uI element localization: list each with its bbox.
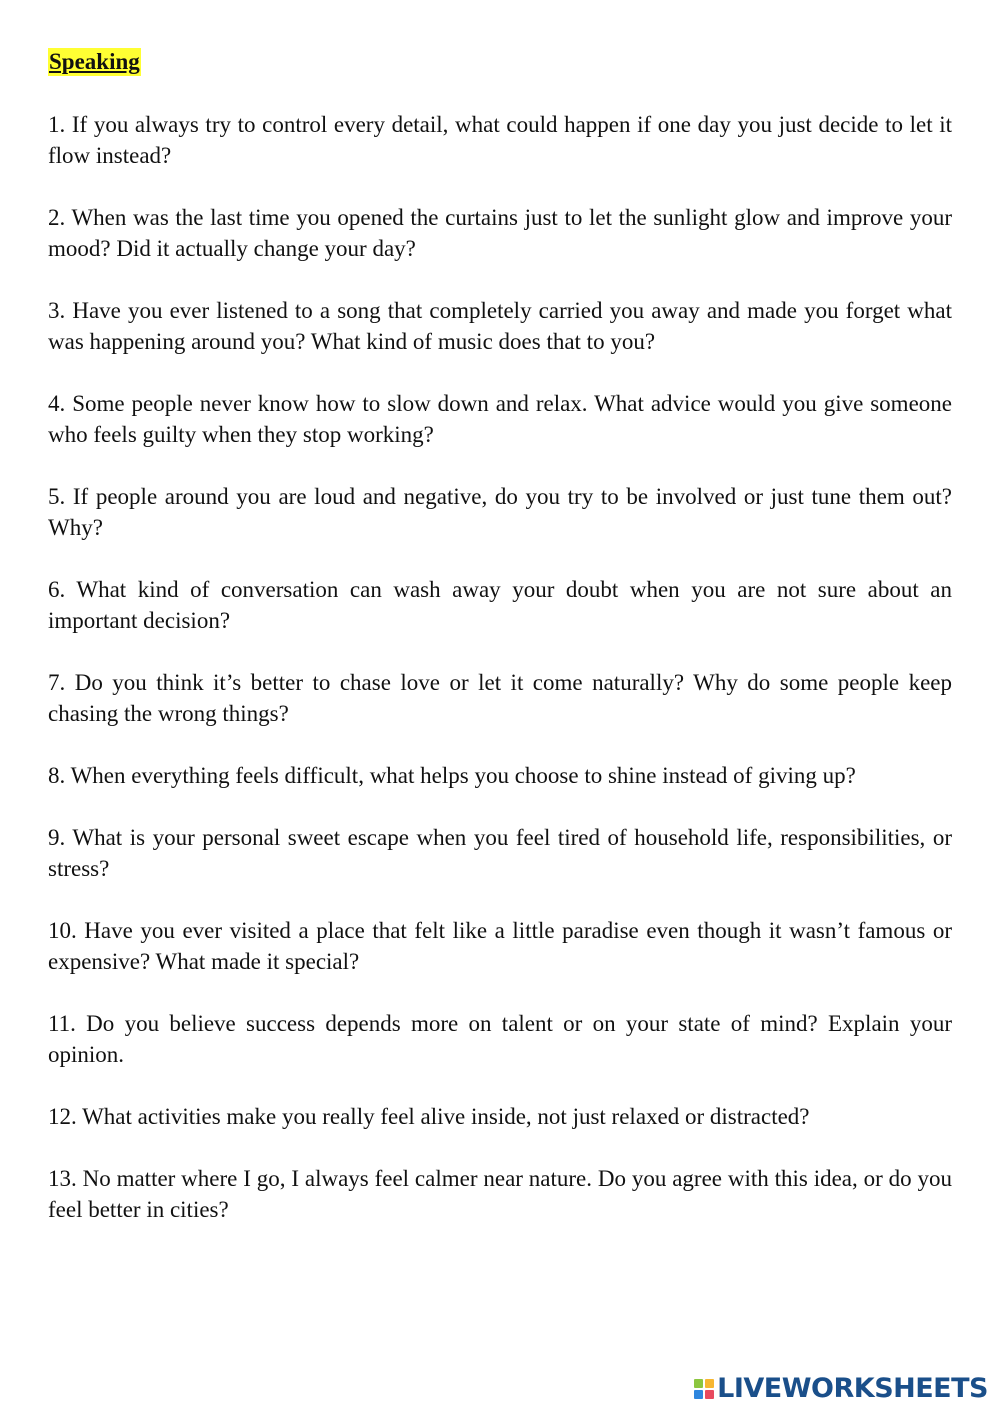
logo-text: LIVEWORKSHEETS bbox=[717, 1373, 988, 1404]
logo-block-red bbox=[705, 1390, 714, 1399]
question-item: 10. Have you ever visited a place that felt like a little paradise even though it wasn’t famous or expensive? What made it special? bbox=[48, 918, 952, 974]
section-heading: Speaking bbox=[49, 49, 140, 74]
question-item: 3. Have you ever listened to a song that completely carried you away and made you forget what was happening around you? What kind of music does that to you? bbox=[48, 298, 952, 354]
logo-block-yellow bbox=[705, 1379, 714, 1388]
worksheet-page bbox=[48, 48, 952, 1256]
question-item: 7. Do you think it’s better to chase love or let it come naturally? Why do some people keep chasing the wrong things? bbox=[48, 670, 952, 726]
question-item: 6. What kind of conversation can wash away your doubt when you are not sure about an important decision? bbox=[48, 577, 952, 633]
logo-block-green bbox=[694, 1379, 703, 1388]
question-item: 4. Some people never know how to slow down and relax. What advice would you give someone who feels guilty when they stop working? bbox=[48, 391, 952, 447]
question-item: 1. If you always try to control every detail, what could happen if one day you just decide to let it flow instead? bbox=[48, 112, 952, 168]
liveworksheets-logo bbox=[694, 1373, 988, 1405]
logo-block-blue bbox=[694, 1390, 703, 1399]
question-item: 12. What activities make you really feel alive inside, not just relaxed or distracted? bbox=[48, 1104, 810, 1129]
question-list bbox=[48, 109, 952, 1225]
question-item: 9. What is your personal sweet escape when you feel tired of household life, responsibilities, or stress? bbox=[48, 825, 952, 881]
question-item: 13. No matter where I go, I always feel calmer near nature. Do you agree with this idea, or do you feel better in cities? bbox=[48, 1166, 952, 1222]
question-item: 11. Do you believe success depends more on talent or on your state of mind? Explain your opinion. bbox=[48, 1011, 952, 1067]
question-item: 8. When everything feels difficult, what helps you choose to shine instead of giving up? bbox=[48, 763, 856, 788]
question-item: 2. When was the last time you opened the curtains just to let the sunlight glow and improve your mood? Did it actually change your day? bbox=[48, 205, 952, 261]
liveworksheets-logo-icon bbox=[694, 1379, 714, 1399]
question-item: 5. If people around you are loud and negative, do you try to be involved or just tune them out? Why? bbox=[48, 484, 952, 540]
